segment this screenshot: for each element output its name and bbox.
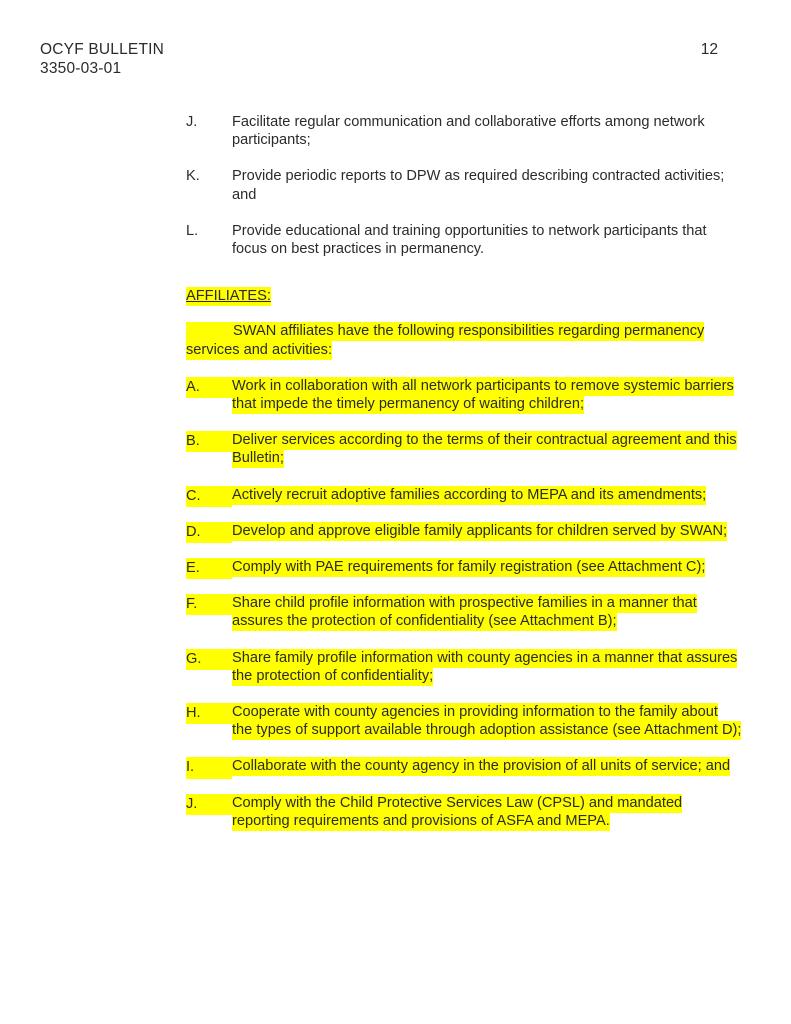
list-item-marker: H.: [186, 703, 232, 724]
affiliates-list: [186, 377, 742, 830]
list-item-marker: J.: [186, 794, 232, 815]
list-item-text: Share child profile information with prospective families in a manner that assures the protection of confidentiality (see Attachment B);: [232, 595, 697, 630]
list-item-text: Comply with the Child Protective Services Law (CPSL) and mandated reporting requirements and provisions of ASFA and MEPA.: [232, 794, 683, 829]
list-item: [186, 757, 742, 775]
list-item-text: Comply with PAE requirements for family registration (see Attachment C);: [232, 559, 706, 576]
list-item-marker: G.: [186, 649, 232, 670]
list-item: [186, 522, 742, 540]
list-item-marker: F.: [186, 594, 232, 615]
list-item-text: Provide periodic reports to DPW as required describing contracted activities; and: [232, 168, 725, 203]
page-header: [40, 40, 751, 86]
list-item: [186, 431, 742, 467]
list-item: [186, 558, 742, 576]
section-heading-affiliates: [186, 287, 742, 305]
list-item-text: Develop and approve eligible family applicants for children served by SWAN;: [232, 522, 728, 539]
document-number: 3350-03-01: [40, 60, 122, 77]
list-item-marker: E.: [186, 558, 232, 579]
header-identification: [40, 40, 164, 78]
list-item: [186, 794, 742, 830]
list-item: [186, 167, 742, 203]
list-item: [186, 113, 742, 149]
list-item-marker: J.: [186, 114, 198, 130]
list-item-marker: K.: [186, 168, 200, 185]
list-item-text: Provide educational and training opportunities to network participants that focus on best practices in permanency.: [232, 222, 707, 258]
document-body: [186, 113, 742, 830]
continued-list: [186, 113, 742, 258]
list-item-marker: B.: [186, 431, 232, 452]
list-item-text: Collaborate with the county agency in the provision of all units of service; and: [232, 758, 731, 775]
list-item-text: Facilitate regular communication and collaborative efforts among network participants;: [232, 114, 705, 149]
page-number: 12: [700, 41, 718, 58]
section-intro-text: SWAN affiliates have the following responsibilities regarding permanency services and activities:: [186, 323, 705, 358]
list-item: [186, 222, 742, 258]
list-item-marker: D.: [186, 522, 232, 543]
list-item-marker: I.: [186, 757, 232, 778]
list-item: [186, 703, 742, 739]
list-item: [186, 594, 742, 630]
list-item-text: Actively recruit adoptive families according to MEPA and its amendments;: [232, 486, 707, 503]
document-title: OCYF BULLETIN: [40, 41, 165, 58]
section-heading-text: AFFILIATES:: [186, 288, 271, 305]
section-spacer: [186, 276, 742, 287]
list-item-text: Cooperate with county agencies in providing information to the family about the types of support available through adoption assistance (see Attachment D);: [232, 704, 742, 739]
section-intro-paragraph: [186, 322, 742, 358]
list-item-text: Work in collaboration with all network participants to remove systemic barriers that impede the timely permanency of waiting children;: [232, 377, 734, 413]
list-item-text: Share family profile information with county agencies in a manner that assures the protection of confidentiality;: [232, 649, 738, 684]
list-item-text: Deliver services according to the terms of their contractual agreement and this Bulletin;: [232, 432, 737, 467]
list-item: [186, 649, 742, 685]
list-item: [186, 377, 742, 413]
list-item-marker: C.: [186, 486, 232, 507]
list-item-marker: A.: [186, 377, 232, 398]
list-item-marker: L.: [186, 222, 199, 239]
list-item: [186, 486, 742, 504]
